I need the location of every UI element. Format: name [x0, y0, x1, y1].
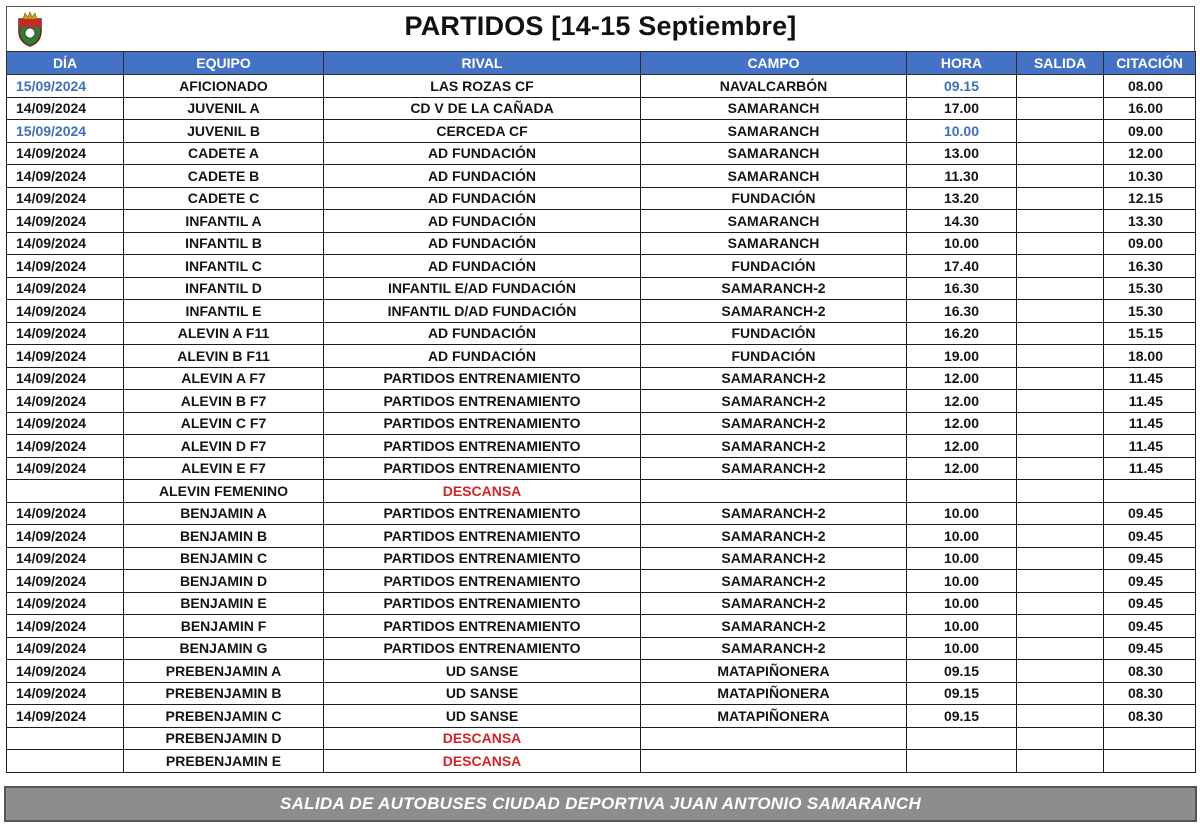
cell-equipo: INFANTIL B: [124, 232, 324, 255]
cell-citacion: 11.45: [1104, 412, 1196, 435]
cell-salida: [1017, 300, 1104, 323]
cell-citacion: 12.15: [1104, 187, 1196, 210]
table-row: [7, 75, 1196, 98]
cell-dia: 14/09/2024: [7, 165, 124, 188]
cell-equipo: PREBENJAMIN D: [124, 727, 324, 750]
table-row: [7, 322, 1196, 345]
cell-rival: AD FUNDACIÓN: [324, 210, 641, 233]
table-row: [7, 345, 1196, 368]
cell-dia: 14/09/2024: [7, 367, 124, 390]
cell-campo: SAMARANCH: [641, 210, 907, 233]
cell-equipo: JUVENIL A: [124, 97, 324, 120]
cell-citacion: 09.00: [1104, 120, 1196, 143]
cell-hora: 12.00: [907, 435, 1017, 458]
cell-hora: 10.00: [907, 120, 1017, 143]
cell-campo: MATAPIÑONERA: [641, 682, 907, 705]
cell-hora: [907, 727, 1017, 750]
cell-dia: 14/09/2024: [7, 570, 124, 593]
cell-dia: 14/09/2024: [7, 345, 124, 368]
table-row: [7, 97, 1196, 120]
cell-citacion: 08.30: [1104, 682, 1196, 705]
cell-campo: NAVALCARBÓN: [641, 75, 907, 98]
cell-hora: 13.20: [907, 187, 1017, 210]
cell-rival: DESCANSA: [324, 480, 641, 503]
cell-hora: 10.00: [907, 615, 1017, 638]
cell-hora: 10.00: [907, 592, 1017, 615]
cell-equipo: PREBENJAMIN B: [124, 682, 324, 705]
table-row: [7, 232, 1196, 255]
cell-campo: FUNDACIÓN: [641, 322, 907, 345]
cell-equipo: BENJAMIN D: [124, 570, 324, 593]
cell-salida: [1017, 97, 1104, 120]
cell-citacion: 08.30: [1104, 705, 1196, 728]
table-row: [7, 502, 1196, 525]
cell-salida: [1017, 615, 1104, 638]
cell-equipo: BENJAMIN E: [124, 592, 324, 615]
cell-rival: PARTIDOS ENTRENAMIENTO: [324, 457, 641, 480]
col-header-salida: SALIDA: [1017, 52, 1104, 75]
cell-dia: 14/09/2024: [7, 142, 124, 165]
cell-dia: 14/09/2024: [7, 660, 124, 683]
cell-rival: PARTIDOS ENTRENAMIENTO: [324, 615, 641, 638]
cell-hora: 13.00: [907, 142, 1017, 165]
table-row: [7, 142, 1196, 165]
table-row: [7, 165, 1196, 188]
cell-dia: 14/09/2024: [7, 97, 124, 120]
cell-salida: [1017, 187, 1104, 210]
cell-dia: [7, 480, 124, 503]
cell-citacion: 09.45: [1104, 570, 1196, 593]
cell-salida: [1017, 435, 1104, 458]
table-row: [7, 592, 1196, 615]
cell-rival: PARTIDOS ENTRENAMIENTO: [324, 435, 641, 458]
table-row: [7, 412, 1196, 435]
cell-equipo: PREBENJAMIN A: [124, 660, 324, 683]
cell-salida: [1017, 367, 1104, 390]
cell-dia: 15/09/2024: [7, 75, 124, 98]
table-row: [7, 187, 1196, 210]
bus-departure-footer: SALIDA DE AUTOBUSES CIUDAD DEPORTIVA JUAN ANTONIO SAMARANCH: [4, 786, 1197, 822]
cell-campo: FUNDACIÓN: [641, 255, 907, 278]
col-header-equipo: EQUIPO: [124, 52, 324, 75]
cell-salida: [1017, 750, 1104, 773]
cell-citacion: 08.30: [1104, 660, 1196, 683]
cell-campo: SAMARANCH: [641, 165, 907, 188]
table-row: [7, 277, 1196, 300]
table-row: [7, 457, 1196, 480]
cell-salida: [1017, 457, 1104, 480]
cell-dia: 14/09/2024: [7, 435, 124, 458]
table-row: [7, 300, 1196, 323]
cell-salida: [1017, 525, 1104, 548]
cell-campo: MATAPIÑONERA: [641, 660, 907, 683]
cell-salida: [1017, 682, 1104, 705]
cell-dia: 14/09/2024: [7, 390, 124, 413]
cell-campo: SAMARANCH: [641, 142, 907, 165]
col-header-hora: HORA: [907, 52, 1017, 75]
cell-citacion: 11.45: [1104, 390, 1196, 413]
cell-citacion: 15.30: [1104, 277, 1196, 300]
cell-citacion: [1104, 750, 1196, 773]
cell-citacion: 16.30: [1104, 255, 1196, 278]
cell-campo: [641, 727, 907, 750]
table-row: [7, 570, 1196, 593]
table-row: [7, 255, 1196, 278]
cell-campo: SAMARANCH-2: [641, 570, 907, 593]
cell-equipo: ALEVIN B F11: [124, 345, 324, 368]
matches-table: [6, 51, 1196, 773]
cell-equipo: PREBENJAMIN C: [124, 705, 324, 728]
cell-citacion: 11.45: [1104, 367, 1196, 390]
cell-equipo: BENJAMIN G: [124, 637, 324, 660]
cell-campo: SAMARANCH-2: [641, 300, 907, 323]
cell-salida: [1017, 255, 1104, 278]
cell-citacion: 09.45: [1104, 592, 1196, 615]
cell-dia: 14/09/2024: [7, 525, 124, 548]
cell-campo: SAMARANCH-2: [641, 547, 907, 570]
cell-campo: SAMARANCH-2: [641, 592, 907, 615]
cell-hora: 17.00: [907, 97, 1017, 120]
cell-rival: AD FUNDACIÓN: [324, 142, 641, 165]
cell-dia: 14/09/2024: [7, 547, 124, 570]
table-row: [7, 615, 1196, 638]
cell-dia: 14/09/2024: [7, 705, 124, 728]
cell-salida: [1017, 660, 1104, 683]
cell-equipo: ALEVIN A F7: [124, 367, 324, 390]
table-row: [7, 480, 1196, 503]
cell-rival: AD FUNDACIÓN: [324, 187, 641, 210]
cell-hora: 09.15: [907, 682, 1017, 705]
table-row: [7, 435, 1196, 458]
cell-citacion: 09.00: [1104, 232, 1196, 255]
cell-rival: LAS ROZAS CF: [324, 75, 641, 98]
col-header-dia: DÍA: [7, 52, 124, 75]
cell-campo: SAMARANCH-2: [641, 637, 907, 660]
cell-campo: [641, 480, 907, 503]
cell-salida: [1017, 232, 1104, 255]
table-row: [7, 210, 1196, 233]
cell-equipo: INFANTIL E: [124, 300, 324, 323]
cell-hora: 14.30: [907, 210, 1017, 233]
cell-campo: SAMARANCH: [641, 97, 907, 120]
cell-campo: [641, 750, 907, 773]
cell-salida: [1017, 322, 1104, 345]
cell-dia: 14/09/2024: [7, 457, 124, 480]
table-row: [7, 547, 1196, 570]
cell-citacion: 15.30: [1104, 300, 1196, 323]
cell-rival: PARTIDOS ENTRENAMIENTO: [324, 367, 641, 390]
cell-campo: SAMARANCH-2: [641, 412, 907, 435]
cell-salida: [1017, 502, 1104, 525]
table-row: [7, 750, 1196, 773]
cell-equipo: BENJAMIN B: [124, 525, 324, 548]
cell-dia: 14/09/2024: [7, 637, 124, 660]
cell-rival: PARTIDOS ENTRENAMIENTO: [324, 547, 641, 570]
cell-hora: 10.00: [907, 547, 1017, 570]
cell-rival: UD SANSE: [324, 682, 641, 705]
col-header-campo: CAMPO: [641, 52, 907, 75]
cell-citacion: 18.00: [1104, 345, 1196, 368]
cell-rival: PARTIDOS ENTRENAMIENTO: [324, 412, 641, 435]
cell-dia: 14/09/2024: [7, 322, 124, 345]
table-row: [7, 705, 1196, 728]
cell-dia: [7, 727, 124, 750]
cell-dia: 14/09/2024: [7, 255, 124, 278]
table-row: [7, 727, 1196, 750]
cell-equipo: ALEVIN C F7: [124, 412, 324, 435]
cell-hora: 12.00: [907, 390, 1017, 413]
cell-rival: PARTIDOS ENTRENAMIENTO: [324, 637, 641, 660]
cell-dia: 14/09/2024: [7, 412, 124, 435]
cell-campo: FUNDACIÓN: [641, 187, 907, 210]
cell-hora: 11.30: [907, 165, 1017, 188]
cell-citacion: 08.00: [1104, 75, 1196, 98]
cell-salida: [1017, 142, 1104, 165]
table-row: [7, 120, 1196, 143]
cell-rival: CERCEDA CF: [324, 120, 641, 143]
cell-salida: [1017, 592, 1104, 615]
cell-dia: 15/09/2024: [7, 120, 124, 143]
cell-hora: 09.15: [907, 705, 1017, 728]
cell-rival: UD SANSE: [324, 660, 641, 683]
table-row: [7, 390, 1196, 413]
cell-campo: SAMARANCH: [641, 232, 907, 255]
table-row: [7, 682, 1196, 705]
cell-salida: [1017, 210, 1104, 233]
cell-hora: 12.00: [907, 412, 1017, 435]
cell-hora: 12.00: [907, 457, 1017, 480]
cell-citacion: 10.30: [1104, 165, 1196, 188]
cell-equipo: BENJAMIN C: [124, 547, 324, 570]
cell-dia: [7, 750, 124, 773]
cell-citacion: 09.45: [1104, 502, 1196, 525]
cell-salida: [1017, 345, 1104, 368]
cell-dia: 14/09/2024: [7, 210, 124, 233]
cell-rival: PARTIDOS ENTRENAMIENTO: [324, 570, 641, 593]
cell-equipo: CADETE B: [124, 165, 324, 188]
cell-salida: [1017, 637, 1104, 660]
cell-salida: [1017, 120, 1104, 143]
cell-campo: SAMARANCH-2: [641, 525, 907, 548]
cell-equipo: BENJAMIN A: [124, 502, 324, 525]
cell-salida: [1017, 75, 1104, 98]
cell-citacion: 13.30: [1104, 210, 1196, 233]
cell-campo: SAMARANCH-2: [641, 502, 907, 525]
table-row: [7, 637, 1196, 660]
cell-citacion: 11.45: [1104, 457, 1196, 480]
cell-citacion: 09.45: [1104, 525, 1196, 548]
cell-salida: [1017, 165, 1104, 188]
cell-citacion: [1104, 727, 1196, 750]
cell-rival: PARTIDOS ENTRENAMIENTO: [324, 390, 641, 413]
cell-equipo: ALEVIN B F7: [124, 390, 324, 413]
cell-salida: [1017, 277, 1104, 300]
cell-hora: [907, 750, 1017, 773]
cell-citacion: 11.45: [1104, 435, 1196, 458]
cell-campo: SAMARANCH-2: [641, 390, 907, 413]
cell-equipo: BENJAMIN F: [124, 615, 324, 638]
cell-rival: AD FUNDACIÓN: [324, 345, 641, 368]
cell-campo: SAMARANCH-2: [641, 277, 907, 300]
cell-hora: 10.00: [907, 570, 1017, 593]
table-row: [7, 525, 1196, 548]
cell-campo: SAMARANCH-2: [641, 457, 907, 480]
cell-citacion: 09.45: [1104, 547, 1196, 570]
cell-hora: 09.15: [907, 660, 1017, 683]
cell-hora: 10.00: [907, 525, 1017, 548]
schedule-sheet: [6, 6, 1195, 822]
header-row: [7, 52, 1196, 75]
cell-salida: [1017, 412, 1104, 435]
cell-equipo: INFANTIL C: [124, 255, 324, 278]
cell-citacion: 09.45: [1104, 615, 1196, 638]
cell-salida: [1017, 390, 1104, 413]
cell-hora: 19.00: [907, 345, 1017, 368]
cell-citacion: [1104, 480, 1196, 503]
page-title: PARTIDOS [14-15 Septiembre]: [404, 11, 797, 41]
cell-rival: PARTIDOS ENTRENAMIENTO: [324, 502, 641, 525]
cell-citacion: 09.45: [1104, 637, 1196, 660]
cell-rival: DESCANSA: [324, 727, 641, 750]
cell-rival: AD FUNDACIÓN: [324, 322, 641, 345]
cell-hora: 16.30: [907, 300, 1017, 323]
table-row: [7, 660, 1196, 683]
cell-rival: PARTIDOS ENTRENAMIENTO: [324, 592, 641, 615]
cell-salida: [1017, 727, 1104, 750]
cell-hora: 16.20: [907, 322, 1017, 345]
cell-dia: 14/09/2024: [7, 592, 124, 615]
cell-salida: [1017, 547, 1104, 570]
cell-rival: UD SANSE: [324, 705, 641, 728]
cell-campo: SAMARANCH: [641, 120, 907, 143]
cell-rival: INFANTIL D/AD FUNDACIÓN: [324, 300, 641, 323]
cell-hora: 10.00: [907, 637, 1017, 660]
cell-dia: 14/09/2024: [7, 682, 124, 705]
cell-hora: 10.00: [907, 502, 1017, 525]
cell-equipo: ALEVIN FEMENINO: [124, 480, 324, 503]
cell-rival: AD FUNDACIÓN: [324, 232, 641, 255]
cell-rival: AD FUNDACIÓN: [324, 255, 641, 278]
cell-dia: 14/09/2024: [7, 300, 124, 323]
cell-equipo: INFANTIL A: [124, 210, 324, 233]
title-bar: [6, 6, 1195, 52]
cell-citacion: 15.15: [1104, 322, 1196, 345]
cell-dia: 14/09/2024: [7, 277, 124, 300]
cell-salida: [1017, 705, 1104, 728]
cell-dia: 14/09/2024: [7, 187, 124, 210]
col-header-rival: RIVAL: [324, 52, 641, 75]
cell-hora: 10.00: [907, 232, 1017, 255]
cell-dia: 14/09/2024: [7, 502, 124, 525]
table-row: [7, 367, 1196, 390]
cell-hora: 16.30: [907, 277, 1017, 300]
cell-rival: PARTIDOS ENTRENAMIENTO: [324, 525, 641, 548]
cell-rival: DESCANSA: [324, 750, 641, 773]
cell-campo: MATAPIÑONERA: [641, 705, 907, 728]
cell-equipo: ALEVIN E F7: [124, 457, 324, 480]
cell-equipo: CADETE C: [124, 187, 324, 210]
cell-salida: [1017, 480, 1104, 503]
cell-hora: [907, 480, 1017, 503]
cell-equipo: ALEVIN A F11: [124, 322, 324, 345]
cell-hora: 09.15: [907, 75, 1017, 98]
cell-equipo: JUVENIL B: [124, 120, 324, 143]
cell-equipo: ALEVIN D F7: [124, 435, 324, 458]
cell-rival: AD FUNDACIÓN: [324, 165, 641, 188]
cell-salida: [1017, 570, 1104, 593]
cell-dia: 14/09/2024: [7, 232, 124, 255]
cell-rival: CD V DE LA CAÑADA: [324, 97, 641, 120]
cell-equipo: CADETE A: [124, 142, 324, 165]
cell-campo: SAMARANCH-2: [641, 615, 907, 638]
cell-campo: SAMARANCH-2: [641, 367, 907, 390]
cell-equipo: PREBENJAMIN E: [124, 750, 324, 773]
cell-rival: INFANTIL E/AD FUNDACIÓN: [324, 277, 641, 300]
cell-hora: 12.00: [907, 367, 1017, 390]
cell-citacion: 12.00: [1104, 142, 1196, 165]
col-header-citacion: CITACIÓN: [1104, 52, 1196, 75]
cell-citacion: 16.00: [1104, 97, 1196, 120]
cell-equipo: INFANTIL D: [124, 277, 324, 300]
cell-dia: 14/09/2024: [7, 615, 124, 638]
cell-equipo: AFICIONADO: [124, 75, 324, 98]
cell-campo: FUNDACIÓN: [641, 345, 907, 368]
cell-hora: 17.40: [907, 255, 1017, 278]
cell-campo: SAMARANCH-2: [641, 435, 907, 458]
